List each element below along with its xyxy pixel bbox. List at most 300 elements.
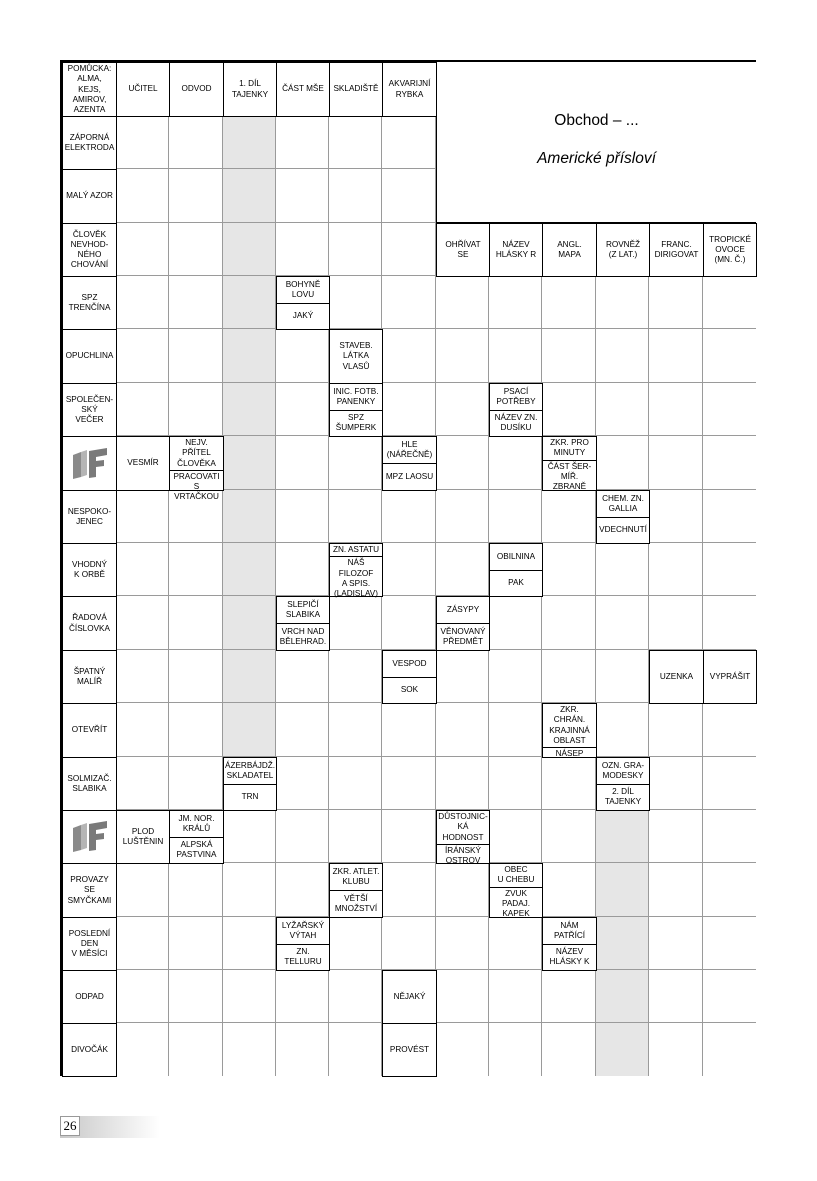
- grid-cell[interactable]: [116, 543, 169, 596]
- grid-cell[interactable]: [223, 223, 276, 276]
- grid-cell[interactable]: [596, 276, 649, 329]
- grid-cell[interactable]: [276, 703, 329, 757]
- grid-cell[interactable]: [649, 596, 703, 650]
- grid-cell[interactable]: [329, 917, 382, 970]
- grid-cell[interactable]: [542, 757, 596, 810]
- grid-cell[interactable]: [116, 276, 169, 329]
- grid-cell[interactable]: [649, 703, 703, 757]
- grid-cell[interactable]: [596, 917, 649, 970]
- clue-box: [703, 223, 757, 277]
- grid-cell[interactable]: [382, 703, 436, 757]
- grid-cell[interactable]: [169, 543, 223, 596]
- clue-text: OHŘÍVAT SE: [445, 239, 481, 259]
- clue-text: DIVOČÁK: [71, 1044, 108, 1054]
- clue-box: [116, 62, 170, 117]
- grid-cell[interactable]: [169, 276, 223, 329]
- clue-box: [489, 383, 543, 437]
- clue-text: OZN. GRA- MODESKY: [601, 760, 645, 780]
- grid-cell[interactable]: [223, 276, 276, 329]
- grid-cell[interactable]: [596, 596, 649, 650]
- grid-cell[interactable]: [703, 1023, 756, 1076]
- clue-box: [542, 436, 597, 491]
- crossword-puzzle: [60, 60, 756, 1076]
- grid-cell[interactable]: [596, 383, 649, 436]
- clue-text: NÁSEP: [543, 747, 596, 760]
- grid-cell[interactable]: [116, 757, 169, 810]
- grid-cell[interactable]: [542, 329, 596, 383]
- grid-cell[interactable]: [116, 703, 169, 757]
- clue-text: ČÁST ŠER- MÍŘ. ZBRANĚ: [543, 460, 596, 494]
- grid-cell[interactable]: [223, 329, 276, 383]
- clue-box: [329, 543, 383, 597]
- grid-cell[interactable]: [223, 169, 276, 223]
- grid-cell[interactable]: [276, 650, 329, 703]
- clue-box: [169, 436, 224, 502]
- grid-cell[interactable]: [223, 810, 276, 863]
- grid-cell[interactable]: [169, 863, 223, 917]
- grid-cell[interactable]: [542, 1023, 596, 1076]
- clue-text: TRN: [224, 784, 276, 811]
- grid-cell[interactable]: [382, 169, 436, 223]
- clue-box: [62, 329, 117, 384]
- page-number: 26: [60, 1116, 80, 1136]
- grid-cell[interactable]: [329, 436, 382, 490]
- clue-box: [276, 276, 330, 330]
- grid-cell[interactable]: [703, 436, 756, 490]
- clue-box: [62, 116, 117, 170]
- clue-text: VĚNOVANÝ PŘEDMĚT: [437, 623, 489, 650]
- clue-text: ČLOVĚK NEVHOD- NÉHO CHOVÁNÍ: [70, 229, 109, 270]
- clue-text: VRCH NAD BĚLEHRAD.: [277, 623, 329, 650]
- clue-box: [382, 62, 437, 117]
- clue-text: NĚJAKÝ: [393, 991, 426, 1001]
- grid-cell[interactable]: [223, 917, 276, 970]
- clue-box: [276, 62, 330, 117]
- grid-cell[interactable]: [169, 169, 223, 223]
- clue-box: [382, 436, 437, 491]
- grid-cell[interactable]: [596, 329, 649, 383]
- grid-cell[interactable]: [542, 970, 596, 1023]
- grid-cell[interactable]: [649, 329, 703, 383]
- clue-text: ČÁST MŠE: [282, 84, 324, 94]
- clue-box: [649, 223, 704, 277]
- grid-cell[interactable]: [329, 1023, 382, 1076]
- grid-cell[interactable]: [329, 596, 382, 650]
- grid-cell[interactable]: [276, 116, 329, 169]
- grid-cell[interactable]: [596, 703, 649, 757]
- clue-box: [703, 650, 757, 704]
- grid-cell[interactable]: [276, 810, 329, 863]
- grid-cell[interactable]: [382, 223, 436, 276]
- clue-box: [382, 650, 437, 704]
- clue-box: [489, 543, 543, 597]
- clue-box: [329, 863, 383, 918]
- grid-cell[interactable]: [649, 1023, 703, 1076]
- grid-cell[interactable]: [223, 543, 276, 596]
- grid-cell[interactable]: [382, 276, 436, 329]
- grid-cell[interactable]: [542, 650, 596, 703]
- clue-text: ŘADOVÁ ČÍSLOVKA: [69, 613, 110, 633]
- clue-box: [116, 436, 170, 491]
- clue-text: HLE (NÁŘEČNĚ): [386, 439, 433, 459]
- grid-cell[interactable]: [169, 917, 223, 970]
- grid-cell[interactable]: [223, 703, 276, 757]
- grid-cell[interactable]: [382, 116, 436, 169]
- grid-cell[interactable]: [329, 116, 382, 169]
- clue-box: [329, 329, 383, 384]
- grid-cell[interactable]: [703, 329, 756, 383]
- grid-cell[interactable]: [436, 436, 489, 490]
- grid-cell[interactable]: [436, 917, 489, 970]
- grid-cell[interactable]: [169, 970, 223, 1023]
- clue-text: ROVNĚŽ (Z LAT.): [605, 239, 641, 259]
- grid-cell[interactable]: [436, 757, 489, 810]
- clue-text: POMŮCKA: ALMA, KEJS, AMIROV, AZENTA: [67, 64, 112, 114]
- grid-cell[interactable]: [169, 223, 223, 276]
- grid-cell[interactable]: [169, 116, 223, 169]
- grid-cell[interactable]: [329, 490, 382, 543]
- clue-text: ŠPATNÝ MALÍŘ: [73, 666, 106, 686]
- clue-box: [596, 490, 650, 544]
- grid-cell[interactable]: [703, 757, 756, 810]
- grid-cell[interactable]: [223, 490, 276, 543]
- clue-box: [62, 169, 117, 224]
- grid-cell[interactable]: [276, 543, 329, 596]
- grid-cell[interactable]: [542, 543, 596, 596]
- clue-text: ZKR. PRO MINUTY: [550, 438, 589, 458]
- grid-cell[interactable]: [649, 917, 703, 970]
- grid-cell[interactable]: [223, 970, 276, 1023]
- grid-cell[interactable]: [649, 757, 703, 810]
- clue-text: OTEVŘÍT: [71, 725, 108, 735]
- clue-text: PAK: [490, 570, 542, 597]
- grid-cell[interactable]: [596, 650, 649, 703]
- clue-text: PSACÍ POTŘEBY: [496, 386, 536, 406]
- clue-box: [62, 917, 117, 971]
- grid-cell[interactable]: [223, 596, 276, 650]
- clue-text: JM. NOR. KRÁLŮ: [178, 813, 215, 833]
- clue-text: JAKÝ: [277, 303, 329, 330]
- grid-cell[interactable]: [542, 810, 596, 863]
- clue-text: POSLEDNÍ DEN V MĚSÍCI: [68, 928, 111, 959]
- clue-text: SPOLEČEN- SKÝ VEČER: [65, 394, 114, 425]
- grid-cell[interactable]: [489, 596, 542, 650]
- clue-box: [223, 757, 277, 811]
- grid-cell[interactable]: [116, 223, 169, 276]
- lf-logo-icon: [71, 820, 109, 854]
- grid-cell[interactable]: [116, 917, 169, 970]
- grid-cell[interactable]: [489, 436, 542, 490]
- clue-text: NÁZEV HLÁSKY K: [543, 944, 596, 971]
- grid-cell[interactable]: [489, 329, 542, 383]
- clue-text: SKLADIŠTĚ: [333, 84, 379, 94]
- grid-cell[interactable]: [276, 223, 329, 276]
- grid-cell[interactable]: [489, 276, 542, 329]
- grid-cell[interactable]: [116, 490, 169, 543]
- grid-cell[interactable]: [649, 383, 703, 436]
- grid-cell[interactable]: [436, 970, 489, 1023]
- grid-cell[interactable]: [489, 703, 542, 757]
- grid-cell[interactable]: [649, 276, 703, 329]
- grid-cell[interactable]: [116, 970, 169, 1023]
- clue-box: [596, 757, 650, 811]
- clue-text: ZKR. ATLET. KLUBU: [332, 866, 380, 886]
- grid-cell[interactable]: [223, 863, 276, 917]
- grid-cell[interactable]: [596, 436, 649, 490]
- grid-cell[interactable]: [703, 863, 756, 917]
- grid-cell[interactable]: [489, 490, 542, 543]
- clue-box: [276, 596, 330, 651]
- clue-text: ÍRÁNSKÝ OSTROV: [437, 844, 489, 868]
- clue-text: NESPOKO- JENEC: [67, 506, 112, 526]
- clue-box: [382, 970, 437, 1024]
- clue-box: [542, 223, 597, 277]
- clue-text: FRANC. DIRIGOVAT: [654, 239, 699, 259]
- grid-cell[interactable]: [329, 276, 382, 329]
- clue-text: UZENKA: [659, 671, 694, 681]
- grid-cell[interactable]: [223, 383, 276, 436]
- grid-cell[interactable]: [276, 863, 329, 917]
- grid-cell[interactable]: [169, 757, 223, 810]
- grid-cell[interactable]: [436, 543, 489, 596]
- grid-cell[interactable]: [382, 329, 436, 383]
- clue-text: ODVOD: [181, 84, 212, 94]
- grid-cell[interactable]: [116, 383, 169, 436]
- clue-text: PROVAZY SE SMYČKAMI: [67, 875, 112, 905]
- grid-cell[interactable]: [436, 276, 489, 329]
- clue-box: [649, 650, 704, 704]
- grid-cell[interactable]: [703, 276, 756, 329]
- clue-box: [489, 223, 543, 277]
- clue-text: VĚTŠÍ MNOŽSTVÍ: [330, 890, 382, 917]
- clue-text: ÁZERBÁJDŽ. SKLADATEL: [224, 760, 276, 780]
- grid-cell[interactable]: [276, 490, 329, 543]
- clue-box: [329, 62, 383, 117]
- puzzle-title: Obchod – ...: [554, 112, 639, 129]
- clue-text: VHODNÝ K ORBĚ: [71, 559, 108, 579]
- grid-cell[interactable]: [596, 543, 649, 596]
- clue-box: [276, 917, 330, 971]
- clue-text: NÁŠ FILOZOF A SPIS. (LADISLAV): [330, 556, 382, 600]
- clue-box: [62, 490, 117, 544]
- grid-cell[interactable]: [649, 863, 703, 917]
- logo-cell: [62, 810, 117, 864]
- clue-box: [62, 703, 117, 758]
- grid-cell[interactable]: [703, 596, 756, 650]
- grid-cell[interactable]: [649, 810, 703, 863]
- grid-cell[interactable]: [116, 169, 169, 223]
- grid-cell[interactable]: [382, 863, 436, 917]
- clue-text: ODPAD: [75, 991, 104, 1001]
- clue-box: [436, 810, 490, 864]
- clue-text: NÁM PATŘÍCÍ: [553, 920, 586, 940]
- grid-cell[interactable]: [436, 703, 489, 757]
- grid-cell[interactable]: [382, 917, 436, 970]
- clue-text: SPZ ŠUMPERK: [330, 410, 382, 437]
- clue-text: SLEPIČÍ SLABIKA: [285, 599, 321, 619]
- clue-text: ZVUK PADAJ. KAPEK: [490, 887, 542, 921]
- grid-cell[interactable]: [276, 757, 329, 810]
- clue-box: [62, 1023, 117, 1077]
- clue-box: [169, 62, 224, 117]
- clue-text: ZKR. CHRÁN. KRAJINNÁ OBLAST: [549, 705, 590, 745]
- clue-box: [329, 383, 383, 437]
- grid-cell[interactable]: [596, 970, 649, 1023]
- clue-text: PRACOVATI S VRTAČKOU: [170, 470, 223, 504]
- grid-cell[interactable]: [489, 1023, 542, 1076]
- grid-cell[interactable]: [649, 436, 703, 490]
- grid-cell[interactable]: [703, 543, 756, 596]
- grid-cell[interactable]: [329, 757, 382, 810]
- grid-cell[interactable]: [276, 383, 329, 436]
- clue-text: VESPOD: [392, 658, 427, 668]
- clue-box: [62, 62, 117, 117]
- grid-cell[interactable]: [596, 863, 649, 917]
- clue-box: [62, 596, 117, 651]
- clue-box: [62, 757, 117, 811]
- clue-text: UČITEL: [128, 84, 158, 94]
- grid-cell[interactable]: [169, 1023, 223, 1076]
- grid-cell[interactable]: [542, 383, 596, 436]
- grid-cell[interactable]: [382, 383, 436, 436]
- grid-cell[interactable]: [436, 490, 489, 543]
- clue-text: BOHYNĚ LOVU: [285, 279, 321, 299]
- clue-text: PROVÉST: [389, 1044, 430, 1054]
- grid-cell[interactable]: [649, 543, 703, 596]
- clue-box: [62, 223, 117, 277]
- lf-logo-icon: [71, 447, 109, 481]
- grid-cell[interactable]: [223, 1023, 276, 1076]
- clue-text: ZN. ASTATU: [332, 545, 380, 554]
- clue-text: ZN. TELLURU: [277, 944, 329, 971]
- grid-cell[interactable]: [703, 970, 756, 1023]
- grid-cell[interactable]: [703, 917, 756, 970]
- clue-box: [436, 596, 490, 651]
- clue-text: PLOD LUŠTĚNIN: [122, 826, 164, 846]
- grid-cell[interactable]: [489, 917, 542, 970]
- grid-cell[interactable]: [276, 329, 329, 383]
- grid-cell[interactable]: [489, 970, 542, 1023]
- grid-cell[interactable]: [596, 810, 649, 863]
- clue-box: [62, 650, 117, 704]
- clue-text: AKVARIJNÍ RYBKA: [388, 79, 431, 99]
- clue-text: MPZ LAOSU: [383, 463, 436, 490]
- grid-cell[interactable]: [116, 1023, 169, 1076]
- clue-text: 1. DÍL TAJENKY: [231, 79, 269, 99]
- grid-cell[interactable]: [169, 650, 223, 703]
- grid-cell[interactable]: [489, 810, 542, 863]
- grid-cell[interactable]: [276, 436, 329, 490]
- clue-text: OPUCHLINA: [65, 351, 114, 361]
- grid-cell[interactable]: [489, 757, 542, 810]
- grid-cell[interactable]: [382, 757, 436, 810]
- grid-cell[interactable]: [382, 543, 436, 596]
- clue-box: [542, 703, 597, 758]
- grid-cell[interactable]: [329, 223, 382, 276]
- grid-cell[interactable]: [382, 490, 436, 543]
- grid-cell[interactable]: [703, 383, 756, 436]
- clue-text: VYPRÁŠIT: [709, 671, 751, 681]
- clue-text: VESMÍR: [127, 458, 159, 468]
- clue-text: 2. DÍL TAJENKY: [597, 784, 649, 811]
- grid-cell[interactable]: [489, 650, 542, 703]
- grid-cell[interactable]: [703, 490, 756, 543]
- clue-text: TROPICKÉ OVOCE (MN. Č.): [709, 234, 751, 265]
- grid-cell[interactable]: [436, 329, 489, 383]
- grid-cell[interactable]: [116, 650, 169, 703]
- grid-cell[interactable]: [329, 970, 382, 1023]
- grid-cell[interactable]: [542, 596, 596, 650]
- grid-cell[interactable]: [329, 650, 382, 703]
- grid-cell[interactable]: [169, 703, 223, 757]
- grid-cell[interactable]: [382, 596, 436, 650]
- clue-box: [223, 62, 277, 117]
- clue-text: NÁZEV HLÁSKY R: [495, 239, 537, 259]
- grid-cell[interactable]: [703, 703, 756, 757]
- grid-cell[interactable]: [223, 436, 276, 490]
- grid-cell[interactable]: [223, 116, 276, 169]
- grid-cell[interactable]: [329, 703, 382, 757]
- clue-text: ANGL. MAPA: [557, 239, 582, 259]
- grid-cell[interactable]: [542, 863, 596, 917]
- clue-box: [436, 223, 490, 277]
- grid-cell[interactable]: [649, 970, 703, 1023]
- grid-cell[interactable]: [169, 329, 223, 383]
- clue-box: [62, 863, 117, 918]
- grid-cell[interactable]: [542, 490, 596, 543]
- grid-cell[interactable]: [596, 1023, 649, 1076]
- grid-cell[interactable]: [382, 810, 436, 863]
- grid-cell[interactable]: [329, 810, 382, 863]
- grid-cell[interactable]: [169, 596, 223, 650]
- clue-text: NEJV. PŘÍTEL ČLOVĚKA: [177, 438, 216, 468]
- clue-text: ZÁPORNÁ ELEKTRODA: [64, 132, 115, 152]
- grid-cell[interactable]: [276, 1023, 329, 1076]
- grid-cell[interactable]: [116, 596, 169, 650]
- title-box: [436, 62, 756, 223]
- clue-text: NÁZEV ZN. DUSÍKU: [490, 410, 542, 437]
- grid-cell[interactable]: [703, 810, 756, 863]
- clue-text: DŮSTOJNIC- KÁ HODNOST: [438, 812, 488, 842]
- clue-text: ZÁSYPY: [446, 604, 480, 614]
- grid-cell[interactable]: [436, 1023, 489, 1076]
- clue-box: [62, 970, 117, 1024]
- clue-text: INIC. FOTB. PANENKY: [333, 386, 379, 406]
- grid-cell[interactable]: [329, 169, 382, 223]
- clue-box: [169, 810, 224, 864]
- clue-box: [382, 1023, 437, 1077]
- grid-cell[interactable]: [276, 970, 329, 1023]
- clue-box: [596, 223, 650, 277]
- grid-cell[interactable]: [436, 650, 489, 703]
- grid-cell[interactable]: [542, 276, 596, 329]
- clue-text: SOLMIZAČ. SLABIKA: [67, 773, 112, 793]
- grid-cell[interactable]: [436, 383, 489, 436]
- page-footer: [60, 1116, 160, 1138]
- grid-cell[interactable]: [116, 116, 169, 169]
- clue-text: CHEM. ZN. GALLIA: [602, 493, 644, 513]
- grid-cell[interactable]: [169, 383, 223, 436]
- grid-cell[interactable]: [223, 650, 276, 703]
- grid-cell[interactable]: [116, 863, 169, 917]
- clue-text: SOK: [383, 677, 436, 704]
- grid-cell[interactable]: [276, 169, 329, 223]
- grid-cell[interactable]: [436, 863, 489, 917]
- clue-text: OBILNINA: [496, 551, 536, 561]
- grid-cell[interactable]: [649, 490, 703, 543]
- grid-cell[interactable]: [116, 329, 169, 383]
- puzzle-subtitle: Americké přísloví: [537, 150, 656, 167]
